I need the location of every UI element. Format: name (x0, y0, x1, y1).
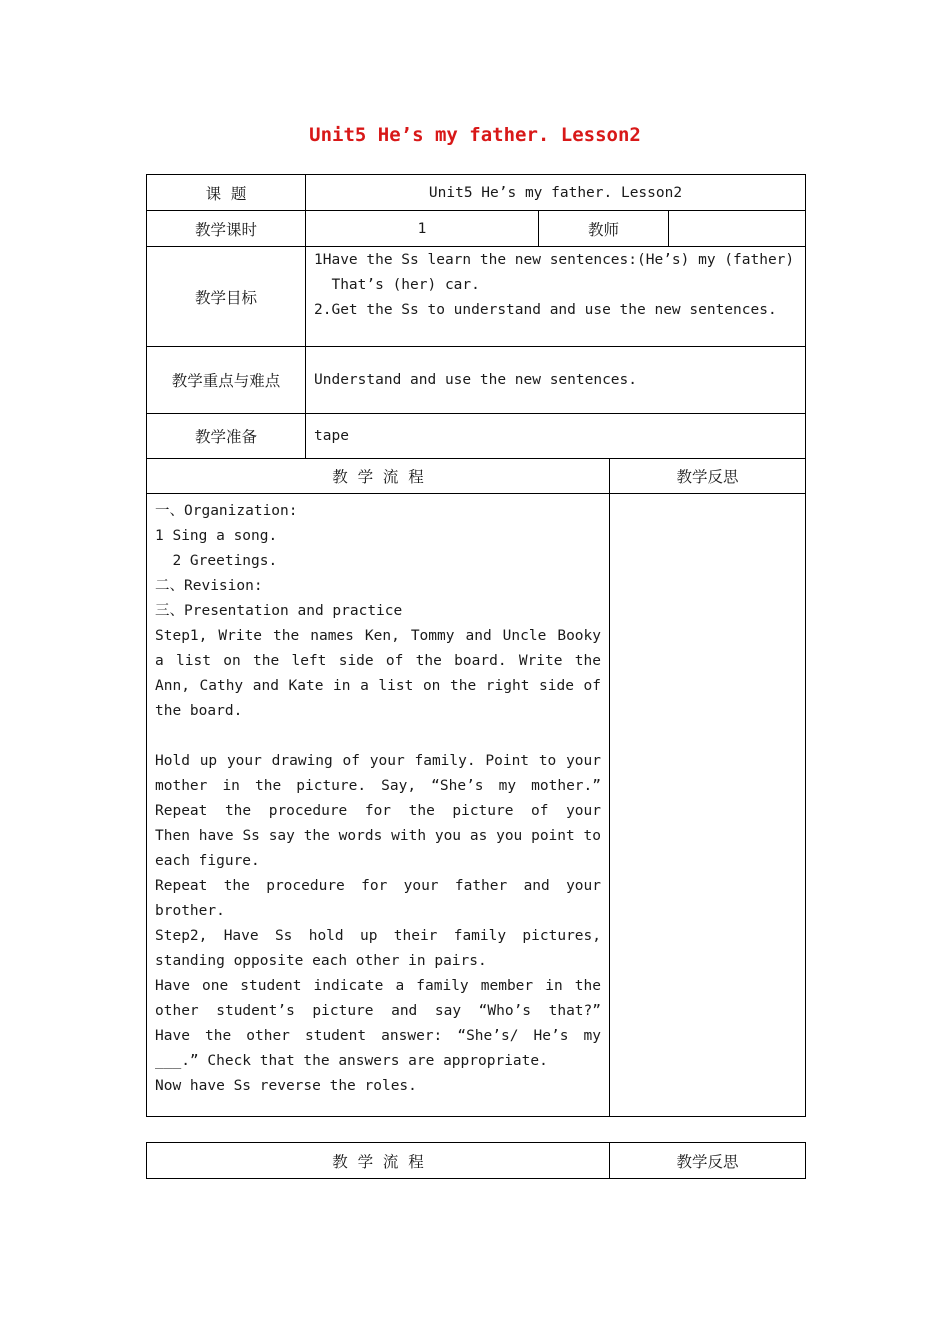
reflection-header-continued: 教学反思 (610, 1143, 806, 1179)
process-line: Ann, Cathy and Kate in a list on the right side of (155, 678, 601, 694)
periods-label: 教学课时 (147, 211, 306, 247)
process-line: 1 Sing a song. (155, 528, 278, 544)
topic-label: 课 题 (147, 175, 306, 211)
reflection-content (610, 494, 806, 1117)
process-line: Step1, Write the names Ken, Tommy and Uncle Booky (155, 628, 601, 644)
objective-line: 2.Get the Ss to understand and use the new sentences. (314, 302, 777, 318)
process-header-continued: 教 学 流 程 (147, 1143, 610, 1179)
process-line: ___.” Check that the answers are appropriate. (155, 1053, 548, 1069)
process-line: Now have Ss reverse the roles. (155, 1078, 417, 1094)
process-line: other student’s picture and say “Who’s that?” (155, 1003, 601, 1019)
topic-value: Unit5 He’s my father. Lesson2 (306, 175, 806, 211)
process-line: Have the other student answer: “She’s/ He’s my (155, 1028, 601, 1044)
prep-label: 教学准备 (147, 414, 306, 459)
process-line: Then have Ss say the words with you as you point to (155, 828, 601, 844)
process-line: Have one student indicate a family member in the (155, 978, 601, 994)
objective-line: That’s (her) car. (314, 277, 480, 293)
lesson-info-table (146, 174, 806, 459)
process-line: standing opposite each other in pairs. (155, 953, 487, 969)
process-line: a list on the left side of the board. Write the (155, 653, 601, 669)
process-line: 一、Organization: (155, 503, 298, 519)
process-content (147, 494, 610, 1117)
keypoints-label: 教学重点与难点 (147, 347, 306, 414)
objective-line: 1Have the Ss learn the new sentences:(He’s) my (father) (314, 252, 795, 268)
process-lines (155, 499, 601, 1099)
process-line (155, 724, 601, 749)
periods-value: 1 (306, 211, 539, 247)
objectives-label: 教学目标 (147, 247, 306, 347)
document-title: Unit5 He’s my father. Lesson2 (309, 124, 641, 146)
reflection-header: 教学反思 (610, 459, 806, 494)
process-line: mother in the picture. Say, “She’s my mother.” (155, 778, 601, 794)
keypoints-value: Understand and use the new sentences. (306, 347, 806, 414)
process-line: brother. (155, 903, 225, 919)
process-table-continued (146, 1142, 806, 1179)
process-line: 二、Revision: (155, 578, 263, 594)
process-table (146, 458, 806, 1117)
process-line: Step2, Have Ss hold up their family pictures, (155, 928, 601, 944)
process-line: 2 Greetings. (155, 553, 278, 569)
prep-value: tape (306, 414, 806, 459)
process-line: Hold up your drawing of your family. Point to your (155, 753, 601, 769)
process-header: 教 学 流 程 (147, 459, 610, 494)
process-line: Repeat the procedure for the picture of your (155, 803, 601, 819)
teacher-value (669, 211, 806, 247)
objectives-cell (306, 247, 806, 347)
process-line: the board. (155, 703, 243, 719)
process-line: Repeat the procedure for your father and your (155, 878, 601, 894)
process-line: 三、Presentation and practice (155, 603, 403, 619)
teacher-label: 教师 (539, 211, 669, 247)
process-line: each figure. (155, 853, 260, 869)
